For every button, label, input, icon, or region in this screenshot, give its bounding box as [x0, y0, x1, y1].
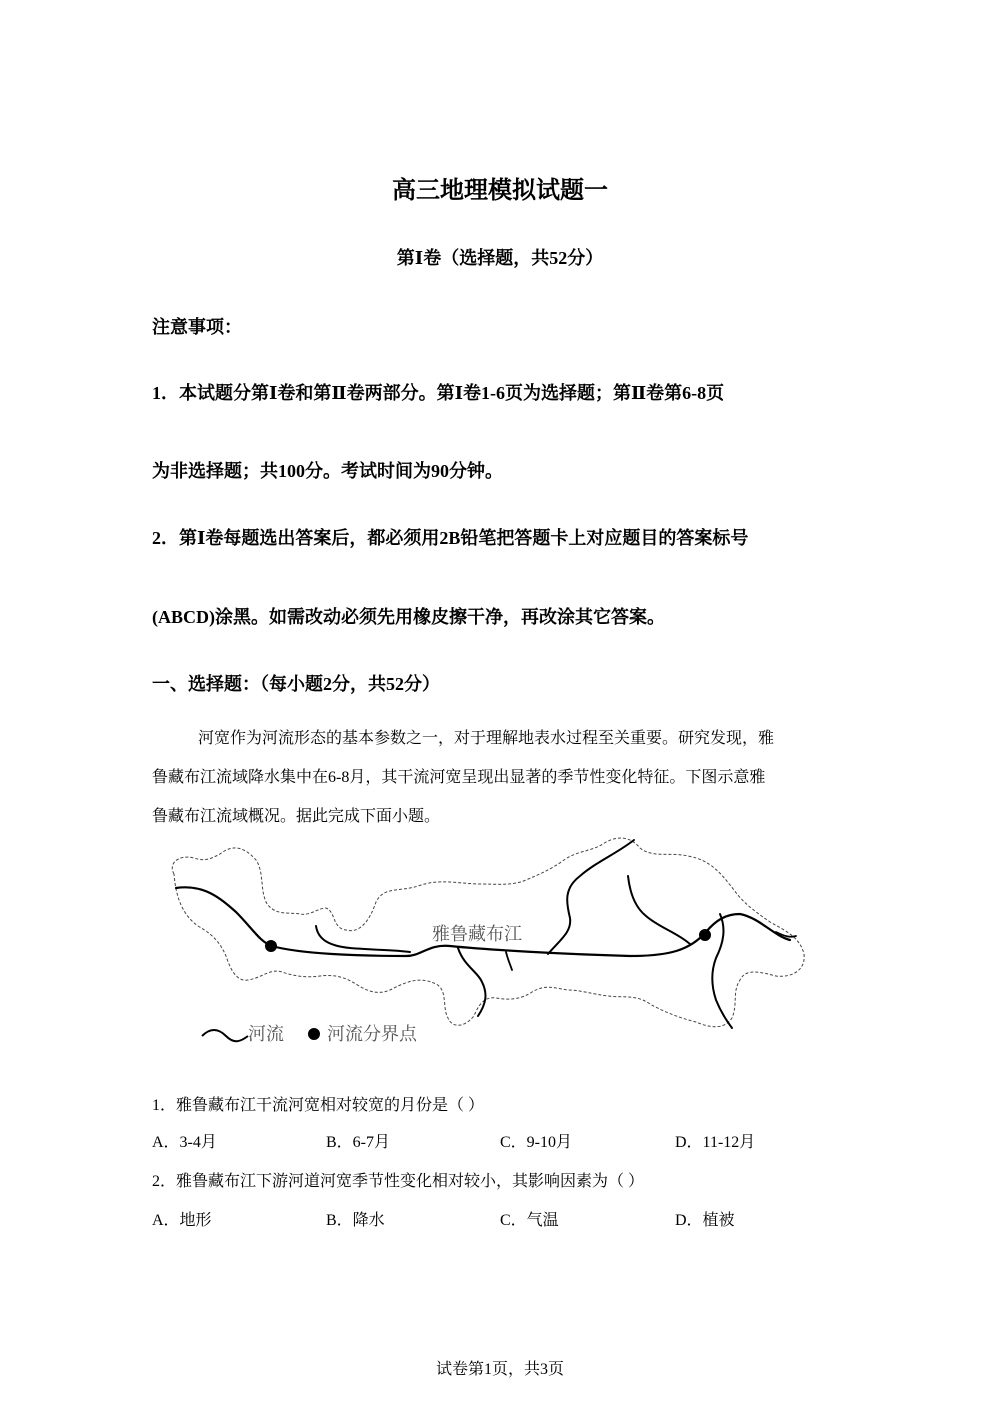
notice-line: 2．第Ⅰ卷每题选出答案后，都必须用2B铅笔把答题卡上对应题目的答案标号: [152, 528, 749, 548]
notice-line: (ABCD)涂黑。如需改动必须先用橡皮擦干净，再改涂其它答案。: [152, 607, 665, 627]
river-division-point: [699, 929, 711, 941]
passage-line: 河宽作为河流形态的基本参数之一，对于理解地表水过程至关重要。研究发现，雅: [198, 730, 775, 747]
section-heading: 一、选择题：（每小题2分，共52分）: [152, 674, 440, 694]
legend-river-symbol: [202, 1030, 248, 1041]
notice-line: 1．本试题分第Ⅰ卷和第Ⅱ卷两部分。第Ⅰ卷1-6页为选择题；第Ⅱ卷第6-8页: [152, 383, 725, 403]
question-stem: 2．雅鲁藏布江下游河道河宽季节性变化相对较小，其影响因素为（ ）: [152, 1173, 645, 1190]
exam-title: 高三地理模拟试题一: [392, 176, 608, 204]
yarlung-tsangpo-basin-map: [160, 832, 820, 1052]
question-option: D．植被: [675, 1212, 735, 1229]
lower-reach: [712, 914, 732, 1028]
legend-point-symbol: [308, 1028, 320, 1040]
tributary: [628, 876, 690, 944]
river-division-point: [265, 940, 277, 952]
notice-line: 为非选择题；共100分。考试时间为90分钟。: [152, 461, 503, 481]
question-option: A．地形: [152, 1212, 212, 1229]
notice-heading: 注意事项：: [152, 317, 242, 337]
tributary: [316, 926, 410, 952]
question-option: C．9-10月: [500, 1134, 573, 1151]
question-option: B．降水: [326, 1212, 385, 1229]
legend-point-label: 河流分界点: [327, 1024, 417, 1044]
tributary: [506, 952, 512, 970]
question-stem: 1．雅鲁藏布江干流河宽相对较宽的月份是（ ）: [152, 1097, 485, 1114]
passage-line: 鲁藏布江流域概况。据此完成下面小题。: [152, 808, 441, 825]
tributary: [548, 840, 634, 954]
paper-subtitle: 第Ⅰ卷（选择题，共52分）: [396, 248, 604, 268]
tributary: [458, 948, 485, 1016]
question-option: A．3-4月: [152, 1134, 217, 1151]
question-option: D．11-12月: [675, 1134, 756, 1151]
passage-line: 鲁藏布江流域降水集中在6-8月，其干流河宽呈现出显著的季节性变化特征。下图示意雅: [152, 769, 766, 786]
page-footer: 试卷第1页，共3页: [435, 1361, 564, 1378]
legend-river-label: 河流: [248, 1024, 284, 1044]
question-option: C．气温: [500, 1212, 559, 1229]
question-option: B．6-7月: [326, 1134, 391, 1151]
river-label: 雅鲁藏布江: [432, 924, 522, 944]
